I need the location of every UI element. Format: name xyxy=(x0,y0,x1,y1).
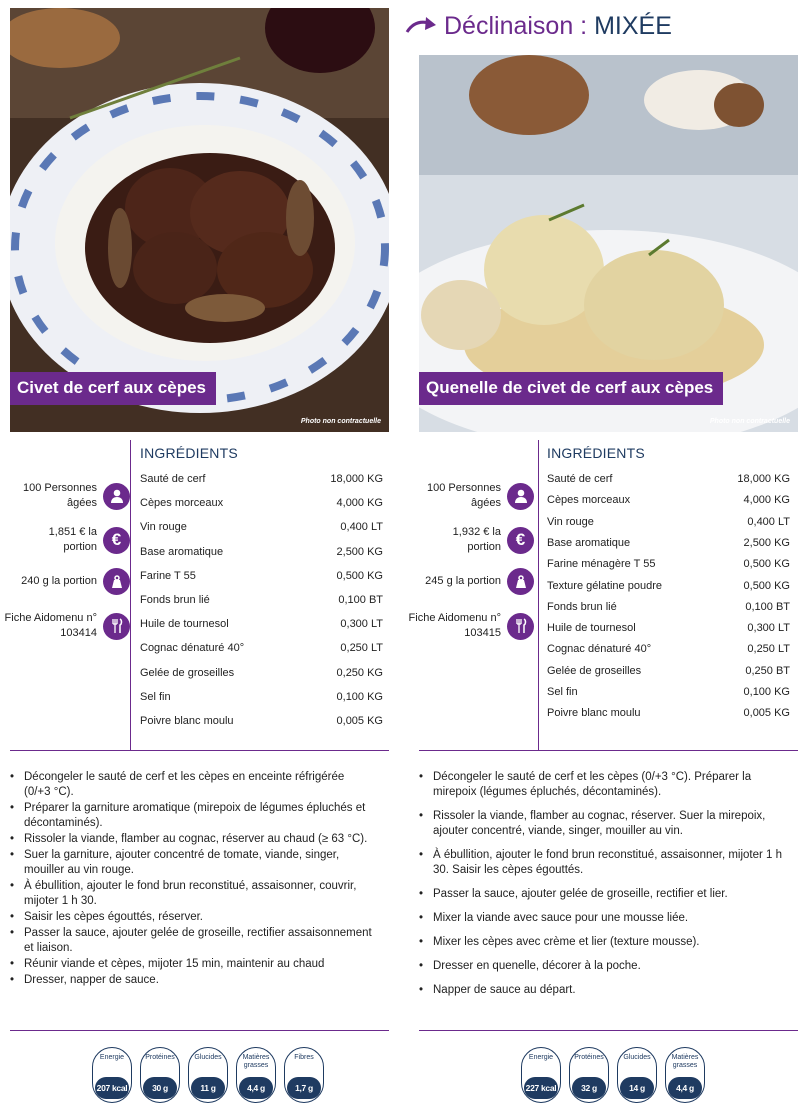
ingredient-name: Sel fin xyxy=(547,686,578,698)
declinaison-header xyxy=(404,6,672,46)
ingredient-quantity: 0,500 KG xyxy=(743,558,790,571)
step-item: • Préparer la garniture aromatique (mirepoix de légumes épluchés et décontaminés). xyxy=(10,801,372,831)
ingredient-row xyxy=(140,642,383,654)
nutrition-badge xyxy=(521,1047,561,1103)
ingredient-quantity: 0,500 KG xyxy=(743,579,790,592)
step-item: • Passer la sauce, ajouter gelée de groseille, rectifier assaisonnement et liaison. xyxy=(10,926,372,956)
person-icon xyxy=(103,483,130,510)
dish-photo xyxy=(10,8,389,432)
nutrition-value: 32 g xyxy=(572,1077,606,1099)
step-item: • Mixer la viande avec sauce pour une mousse liée. xyxy=(419,911,791,926)
step-item: • Décongeler le sauté de cerf et les cèpes en enceinte réfrigérée (0/+3 °C). xyxy=(10,770,372,800)
ingredient-quantity: 0,500 KG xyxy=(336,569,383,582)
step-item: • Napper de sauce au départ. xyxy=(419,983,791,998)
ingredient-name: Sel fin xyxy=(140,690,171,703)
ingredient-name: Huile de tournesol xyxy=(547,622,636,635)
ingredients-title: INGRÉDIENTS xyxy=(547,445,645,461)
ingredient-row xyxy=(547,516,790,528)
ingredient-row xyxy=(547,473,790,485)
step-item: • Réunir viande et cèpes, mijoter 15 min, maintenir au chaud xyxy=(10,957,372,972)
divider-vertical xyxy=(130,440,131,751)
info-portion xyxy=(405,568,534,595)
ingredient-row xyxy=(140,521,383,533)
nutrition-badge xyxy=(284,1047,324,1103)
nutrition-label: Energie xyxy=(528,1054,554,1061)
nutrition-label: Protéines xyxy=(574,1054,604,1061)
ingredient-quantity: 0,400 LT xyxy=(747,515,790,528)
ingredient-quantity: 0,300 LT xyxy=(340,618,383,631)
info-price xyxy=(37,525,130,555)
ingredient-quantity: 2,500 KG xyxy=(743,536,790,549)
fork-knife-icon xyxy=(103,613,130,640)
ingredient-row xyxy=(547,643,790,655)
info-fiche xyxy=(406,611,534,641)
ingredients-title: INGRÉDIENTS xyxy=(140,445,238,461)
ingredient-name: Fonds brun lié xyxy=(547,600,617,613)
declinaison-type: MIXÉE xyxy=(594,11,672,40)
info-price-text: 1,851 € la portion xyxy=(48,526,97,553)
euro-icon: € xyxy=(103,527,130,554)
nutrition-value: 207 kcal xyxy=(95,1077,129,1099)
person-icon xyxy=(507,483,534,510)
ingredient-name: Cèpes morceaux xyxy=(140,497,224,510)
ingredient-quantity: 0,100 KG xyxy=(743,686,790,698)
nutrition-badge xyxy=(617,1047,657,1103)
step-item: • Décongeler le sauté de cerf et les cèpes (0/+3 °C). Préparer la mirepoix (légumes épluchés, décontaminés). xyxy=(419,770,791,800)
nutrition-value: 11 g xyxy=(191,1077,225,1099)
euro-icon: € xyxy=(507,527,534,554)
step-item: • Rissoler la viande, flamber au cognac, réserver au chaud (≥ 63 °C). xyxy=(10,832,372,847)
ingredient-quantity: 0,100 BT xyxy=(338,594,383,606)
nutrition-badge xyxy=(236,1047,276,1103)
ingredient-row xyxy=(140,546,383,558)
divider-horizontal xyxy=(419,750,798,751)
nutrition-badge xyxy=(665,1047,705,1103)
nutrition-badge xyxy=(92,1047,132,1103)
ingredient-row xyxy=(547,686,790,698)
info-portion xyxy=(1,568,130,595)
nutrition-label: Protéines xyxy=(145,1054,175,1061)
ingredient-quantity: 0,250 LT xyxy=(747,643,790,656)
weight-icon xyxy=(507,568,534,595)
nutrition-label: Glucides xyxy=(623,1054,651,1061)
nutrition-badge xyxy=(569,1047,609,1103)
nutrition-badge xyxy=(140,1047,180,1103)
info-servings xyxy=(13,481,130,511)
declinaison-title xyxy=(444,12,672,41)
divider-vertical xyxy=(538,440,539,751)
ingredient-row xyxy=(547,537,790,549)
ingredient-name: Farine T 55 xyxy=(140,569,196,582)
nutrition-badges xyxy=(92,1047,332,1103)
step-item: • Saisir les cèpes égouttés, réserver. xyxy=(10,910,372,925)
step-item: • À ébullition, ajouter le fond brun reconstitué, assaisonner, mijoter 1 h 30. Saisir les cèpes égouttés. xyxy=(419,848,791,878)
ingredient-quantity: 0,250 LT xyxy=(340,642,383,655)
ingredient-name: Sauté de cerf xyxy=(140,473,206,485)
ingredient-row xyxy=(547,601,790,613)
ingredient-quantity: 0,400 LT xyxy=(340,521,383,534)
nutrition-label: Matières grasses xyxy=(242,1054,270,1069)
curved-arrow-icon xyxy=(404,14,440,38)
ingredient-name: Base aromatique xyxy=(547,536,631,549)
photo-disclaimer: Photo non contractuelle xyxy=(300,418,381,425)
nutrition-label: Matières grasses xyxy=(671,1054,699,1069)
ingredient-quantity: 2,500 KG xyxy=(336,545,383,558)
step-item: • Passer la sauce, ajouter gelée de groseille, rectifier et lier. xyxy=(419,887,791,902)
declinaison-prefix: Déclinaison : xyxy=(444,11,588,40)
info-servings-text: 100 Personnes âgées xyxy=(23,482,97,509)
divider-horizontal xyxy=(10,750,389,751)
nutrition-badge xyxy=(188,1047,228,1103)
info-servings xyxy=(417,481,534,511)
ingredient-quantity: 0,005 KG xyxy=(743,707,790,720)
ingredient-row xyxy=(140,497,383,509)
info-portion-text: 240 g la portion xyxy=(21,575,97,587)
ingredient-row xyxy=(140,691,383,703)
ingredient-name: Texture gélatine poudre xyxy=(547,579,662,592)
info-fiche-text: Fiche Aidomenu n° 103415 xyxy=(408,612,501,639)
step-item: • Dresser, napper de sauce. xyxy=(10,973,372,988)
nutrition-badges xyxy=(521,1047,713,1103)
dish-title-label: Civet de cerf aux cèpes xyxy=(10,372,216,405)
dish-photo xyxy=(419,55,798,432)
ingredient-name: Poivre blanc moulu xyxy=(547,707,641,720)
ingredient-name: Huile de tournesol xyxy=(140,618,229,631)
steps-list xyxy=(419,770,791,1007)
weight-icon xyxy=(103,568,130,595)
ingredient-name: Vin rouge xyxy=(547,515,594,528)
info-fiche-text: Fiche Aidomenu n° 103414 xyxy=(4,612,97,639)
ingredient-name: Fonds brun lié xyxy=(140,594,210,606)
info-fiche xyxy=(2,611,130,641)
ingredient-quantity: 18,000 KG xyxy=(737,473,790,485)
ingredient-name: Cognac dénaturé 40° xyxy=(547,643,652,656)
nutrition-value: 4,4 g xyxy=(239,1077,273,1099)
info-price-text: 1,932 € la portion xyxy=(452,526,501,553)
ingredient-row xyxy=(547,580,790,592)
ingredient-row xyxy=(547,707,790,719)
ingredient-quantity: 0,250 BT xyxy=(745,664,790,677)
ingredient-row xyxy=(547,665,790,677)
ingredient-quantity: 0,250 KG xyxy=(336,666,383,679)
ingredient-name: Sauté de cerf xyxy=(547,473,613,485)
ingredient-name: Cèpes morceaux xyxy=(547,494,631,507)
steps-list xyxy=(10,770,372,989)
ingredient-name: Base aromatique xyxy=(140,545,224,558)
nutrition-label: Glucides xyxy=(194,1054,222,1061)
divider-horizontal-bottom xyxy=(10,1030,389,1031)
civet-image xyxy=(10,8,389,432)
ingredient-row xyxy=(140,618,383,630)
info-portion-text: 245 g la portion xyxy=(425,575,501,587)
ingredient-quantity: 0,300 LT xyxy=(747,622,790,635)
ingredient-row xyxy=(547,494,790,506)
ingredient-quantity: 0,100 BT xyxy=(745,600,790,613)
ingredient-name: Gelée de groseilles xyxy=(140,666,235,679)
nutrition-value: 1,7 g xyxy=(287,1077,321,1099)
ingredient-row xyxy=(140,594,383,606)
step-item: • Mixer les cèpes avec crème et lier (texture mousse). xyxy=(419,935,791,950)
ingredient-name: Poivre blanc moulu xyxy=(140,715,234,727)
nutrition-value: 4,4 g xyxy=(668,1077,702,1099)
ingredient-name: Farine ménagère T 55 xyxy=(547,558,656,571)
nutrition-label: Energie xyxy=(99,1054,125,1061)
photo-disclaimer: Photo non contractuelle xyxy=(709,418,790,425)
ingredient-quantity: 4,000 KG xyxy=(336,497,383,510)
nutrition-value: 14 g xyxy=(620,1077,654,1099)
info-servings-text: 100 Personnes âgées xyxy=(427,482,501,509)
step-item: • Rissoler la viande, flamber au cognac, réserver. Suer la mirepoix, ajouter concentré, viande, singer, mouiller au vin. xyxy=(419,809,791,839)
ingredient-name: Vin rouge xyxy=(140,521,187,534)
ingredient-row xyxy=(547,622,790,634)
ingredient-quantity: 18,000 KG xyxy=(330,473,383,485)
ingredient-quantity: 0,100 KG xyxy=(336,690,383,703)
ingredient-name: Gelée de groseilles xyxy=(547,664,642,677)
step-item: • À ébullition, ajouter le fond brun reconstitué, assaisonner, couvrir, mijoter 1 h 30. xyxy=(10,879,372,909)
ingredient-name: Cognac dénaturé 40° xyxy=(140,642,245,655)
ingredient-row xyxy=(140,715,383,727)
ingredient-quantity: 4,000 KG xyxy=(743,494,790,507)
info-price xyxy=(441,525,534,555)
nutrition-label: Fibres xyxy=(294,1054,314,1061)
ingredient-row xyxy=(140,570,383,582)
divider-horizontal-bottom xyxy=(419,1030,798,1031)
nutrition-value: 227 kcal xyxy=(524,1077,558,1099)
fork-knife-icon xyxy=(507,613,534,640)
ingredient-quantity: 0,005 KG xyxy=(336,715,383,727)
step-item: • Dresser en quenelle, décorer à la poche. xyxy=(419,959,791,974)
ingredient-row xyxy=(140,667,383,679)
ingredient-row xyxy=(140,473,383,485)
step-item: • Suer la garniture, ajouter concentré de tomate, viande, singer, mouiller au vin rouge. xyxy=(10,848,372,878)
ingredient-row xyxy=(547,558,790,570)
nutrition-value: 30 g xyxy=(143,1077,177,1099)
dish-title-label: Quenelle de civet de cerf aux cèpes xyxy=(419,372,723,405)
